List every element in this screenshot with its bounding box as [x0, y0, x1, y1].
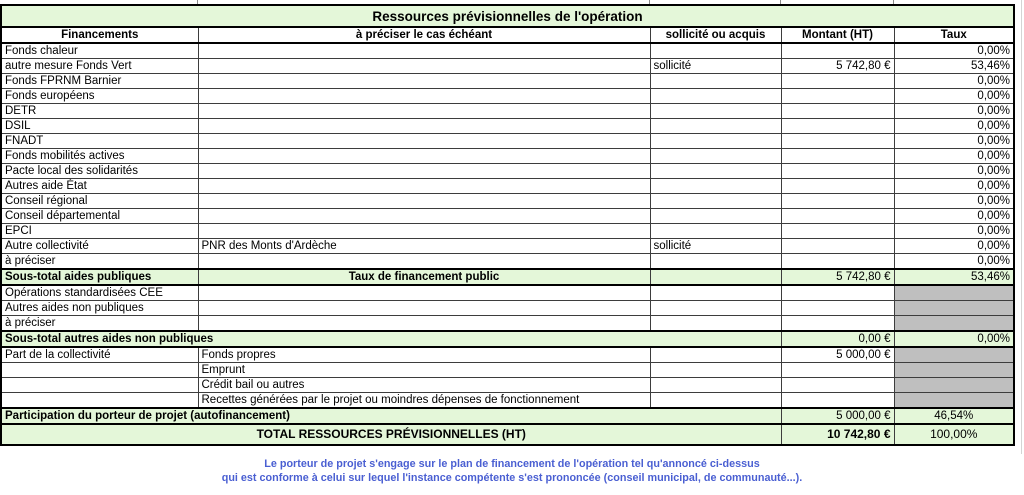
financing-row [1, 209, 1014, 224]
status-cell [650, 119, 781, 134]
status-cell [650, 194, 781, 209]
public-financing-rate-label: Taux de financement public [198, 269, 650, 285]
financing-label-cell: Autres aides non publiques [1, 301, 198, 316]
rate-cell: 0,00% [894, 149, 1014, 164]
subtotal-non-public-rate: 0,00% [894, 331, 1014, 347]
sheet-edge-line [1021, 0, 1022, 454]
amount-cell [781, 363, 894, 378]
financing-row [1, 194, 1014, 209]
column-tick [649, 0, 650, 4]
amount-cell [781, 179, 894, 194]
detail-cell [198, 104, 650, 119]
amount-cell [781, 104, 894, 119]
subtotal-public-rate: 53,46% [894, 269, 1014, 285]
subtotal-public-label: Sous-total aides publiques [1, 269, 198, 285]
status-cell [650, 301, 781, 316]
financing-label-cell: Fonds européens [1, 89, 198, 104]
status-cell [650, 254, 781, 270]
resources-table [0, 4, 1015, 446]
rate-cell-disabled [894, 347, 1014, 363]
column-tick [893, 0, 894, 4]
financing-label-cell: Part de la collectivité [1, 347, 198, 363]
status-cell [650, 378, 781, 393]
table-title-row [1, 5, 1014, 27]
non-public-row [1, 285, 1014, 301]
status-cell [650, 179, 781, 194]
header-montant: Montant (HT) [781, 27, 894, 43]
financing-row [1, 119, 1014, 134]
financing-row [1, 59, 1014, 74]
header-statut: sollicité ou acquis [650, 27, 781, 43]
engagement-note [0, 457, 1024, 485]
subtotal-non-public-amount: 0,00 € [781, 331, 894, 347]
amount-cell [781, 209, 894, 224]
subtotal-non-public-row [1, 331, 1014, 347]
amount-cell [781, 393, 894, 409]
rate-cell: 0,00% [894, 104, 1014, 119]
detail-cell: Recettes générées par le projet ou moindres dépenses de fonctionnement [198, 393, 650, 409]
rate-cell: 0,00% [894, 134, 1014, 149]
amount-cell [781, 301, 894, 316]
status-cell [650, 316, 781, 332]
amount-cell [781, 43, 894, 59]
status-cell [650, 149, 781, 164]
status-cell: sollicité [650, 239, 781, 254]
financing-row [1, 254, 1014, 270]
rate-cell: 0,00% [894, 254, 1014, 270]
amount-cell [781, 119, 894, 134]
table-title: Ressources prévisionnelles de l'opération [1, 5, 1014, 27]
engagement-note-line2: qui est conforme à celui sur lequel l'instance compétente s'est prononcée (conseil municipal, de communauté...). [221, 472, 803, 484]
collectivity-row [1, 393, 1014, 409]
engagement-note-line1: Le porteur de projet s'engage sur le plan de financement de l'opération tel qu'annoncé ci-dessus [264, 458, 760, 470]
status-cell [650, 164, 781, 179]
financing-row [1, 89, 1014, 104]
detail-cell: PNR des Monts d'Ardèche [198, 239, 650, 254]
rate-cell: 0,00% [894, 89, 1014, 104]
detail-cell [198, 164, 650, 179]
status-cell [650, 285, 781, 301]
participation-label: Participation du porteur de projet (autofinancement) [1, 408, 781, 424]
rate-cell-disabled [894, 378, 1014, 393]
participation-rate: 46,54% [894, 408, 1014, 424]
detail-cell [198, 149, 650, 164]
detail-cell [198, 194, 650, 209]
amount-cell [781, 316, 894, 332]
status-cell [650, 347, 781, 363]
collectivity-row [1, 363, 1014, 378]
financing-row [1, 74, 1014, 89]
financing-label-cell: EPCI [1, 224, 198, 239]
participation-amount: 5 000,00 € [781, 408, 894, 424]
detail-cell [198, 209, 650, 224]
status-cell [650, 74, 781, 89]
header-precision: à préciser le cas échéant [198, 27, 650, 43]
financing-label-cell: autre mesure Fonds Vert [1, 59, 198, 74]
financing-label-cell [1, 393, 198, 409]
financing-label-cell: Fonds FPRNM Barnier [1, 74, 198, 89]
subtotal-public-row [1, 269, 1014, 285]
total-row [1, 424, 1014, 445]
column-tick [197, 0, 198, 4]
amount-cell [781, 285, 894, 301]
detail-cell [198, 59, 650, 74]
financing-label-cell: Conseil régional [1, 194, 198, 209]
detail-cell [198, 89, 650, 104]
header-taux: Taux [894, 27, 1014, 43]
amount-cell: 5 742,80 € [781, 59, 894, 74]
status-cell: sollicité [650, 59, 781, 74]
table-header-row [1, 27, 1014, 43]
total-rate: 100,00% [894, 424, 1014, 445]
financing-label-cell: Autre collectivité [1, 239, 198, 254]
financing-label-cell: FNADT [1, 134, 198, 149]
financing-label-cell: à préciser [1, 316, 198, 332]
detail-cell [198, 43, 650, 59]
detail-cell: Emprunt [198, 363, 650, 378]
amount-cell [781, 134, 894, 149]
detail-cell [198, 224, 650, 239]
detail-cell: Crédit bail ou autres [198, 378, 650, 393]
amount-cell [781, 239, 894, 254]
amount-cell: 5 000,00 € [781, 347, 894, 363]
financing-label-cell: Fonds chaleur [1, 43, 198, 59]
subtotal-non-public-label: Sous-total autres aides non publiques [1, 331, 781, 347]
rate-cell: 0,00% [894, 74, 1014, 89]
financing-row [1, 164, 1014, 179]
detail-cell: Fonds propres [198, 347, 650, 363]
rate-cell: 0,00% [894, 179, 1014, 194]
detail-cell [198, 119, 650, 134]
amount-cell [781, 378, 894, 393]
rate-cell-disabled [894, 285, 1014, 301]
detail-cell [198, 134, 650, 149]
detail-cell [198, 285, 650, 301]
rate-cell-disabled [894, 363, 1014, 378]
non-public-row [1, 316, 1014, 332]
detail-cell [198, 74, 650, 89]
financing-label-cell: Opérations standardisées CEE [1, 285, 198, 301]
financing-label-cell: Fonds mobilités actives [1, 149, 198, 164]
rate-cell: 0,00% [894, 119, 1014, 134]
rate-cell: 0,00% [894, 209, 1014, 224]
collectivity-row [1, 378, 1014, 393]
financing-row [1, 43, 1014, 59]
detail-cell [198, 254, 650, 270]
rate-cell: 0,00% [894, 164, 1014, 179]
financing-row [1, 134, 1014, 149]
total-amount: 10 742,80 € [781, 424, 894, 445]
financing-row [1, 149, 1014, 164]
rate-cell-disabled [894, 316, 1014, 332]
rate-cell-disabled [894, 301, 1014, 316]
amount-cell [781, 74, 894, 89]
rate-cell: 0,00% [894, 43, 1014, 59]
participation-row [1, 408, 1014, 424]
status-cell [650, 393, 781, 409]
rate-cell: 0,00% [894, 224, 1014, 239]
financing-label-cell: à préciser [1, 254, 198, 270]
financing-label-cell: Conseil départemental [1, 209, 198, 224]
financing-row [1, 179, 1014, 194]
detail-cell [198, 316, 650, 332]
amount-cell [781, 164, 894, 179]
amount-cell [781, 224, 894, 239]
status-cell [650, 224, 781, 239]
column-tick [780, 0, 781, 4]
financing-row [1, 224, 1014, 239]
status-cell [650, 104, 781, 119]
financing-label-cell [1, 363, 198, 378]
financing-label-cell: Pacte local des solidarités [1, 164, 198, 179]
financing-label-cell: DETR [1, 104, 198, 119]
amount-cell [781, 89, 894, 104]
status-cell [650, 269, 781, 285]
rate-cell-disabled [894, 393, 1014, 409]
status-cell [650, 89, 781, 104]
collectivity-row [1, 347, 1014, 363]
rate-cell: 0,00% [894, 239, 1014, 254]
financing-label-cell: Autres aide État [1, 179, 198, 194]
total-label: TOTAL RESSOURCES PRÉVISIONNELLES (HT) [1, 424, 781, 445]
header-financements: Financements [1, 27, 198, 43]
financing-label-cell: DSIL [1, 119, 198, 134]
financing-label-cell [1, 378, 198, 393]
subtotal-public-amount: 5 742,80 € [781, 269, 894, 285]
status-cell [650, 209, 781, 224]
non-public-row [1, 301, 1014, 316]
rate-cell: 0,00% [894, 194, 1014, 209]
status-cell [650, 134, 781, 149]
amount-cell [781, 254, 894, 270]
status-cell [650, 43, 781, 59]
amount-cell [781, 194, 894, 209]
detail-cell [198, 179, 650, 194]
status-cell [650, 363, 781, 378]
amount-cell [781, 149, 894, 164]
financing-row [1, 239, 1014, 254]
rate-cell: 53,46% [894, 59, 1014, 74]
financing-row [1, 104, 1014, 119]
detail-cell [198, 301, 650, 316]
